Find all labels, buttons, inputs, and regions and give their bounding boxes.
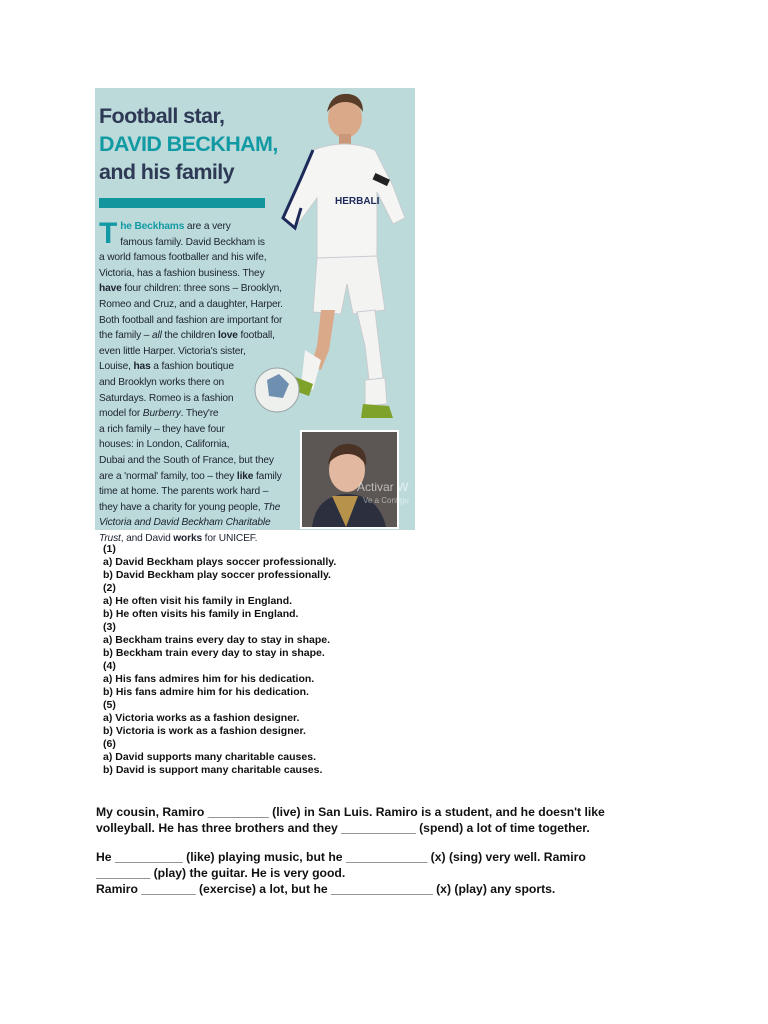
article-text-segment: Both football and fashion are important for (99, 314, 283, 326)
fill-in-sentence: He __________ (like) playing music, but he ____________ (x) (sing) very well. Ramiro (96, 850, 586, 864)
article-text-segment: a rich family – they have four (99, 423, 225, 435)
article-text-segment: four children: three sons – Brooklyn, (121, 283, 282, 295)
article-text-segment: Louise, (99, 361, 134, 373)
exercise-line: (4) (103, 660, 116, 672)
article-line (99, 453, 331, 469)
article-line (187, 221, 231, 232)
article-text-segment: for UNICEF. (201, 532, 258, 544)
fill-in-paragraph-2 (96, 849, 696, 897)
headline-rule (99, 198, 265, 208)
article-text-segment: love (217, 330, 238, 342)
article-line (99, 437, 331, 453)
article-text-segment: Victoria, has a fashion business. They (99, 267, 265, 279)
fill-in-sentence: volleyball. He has three brothers and they ___________ (spend) a lot of time together. (96, 821, 590, 835)
choice-exercise (103, 543, 503, 777)
article-text-segment: The (263, 501, 281, 513)
article-text-segment: and Brooklyn works there on (99, 376, 225, 388)
headline-line-1: Football star, (99, 104, 225, 128)
article-line (99, 500, 331, 516)
exercise-line: a) His fans admires him for his dedication. (103, 673, 315, 685)
fill-in-sentence: ________ (play) the guitar. He is very good. (96, 866, 346, 880)
article-text-segment: Trust (99, 532, 121, 544)
article-text-segment: like (236, 470, 254, 482)
article-text-segment: football, (237, 330, 275, 342)
article-headline (99, 102, 278, 186)
exercise-line: (5) (103, 699, 116, 711)
article-text-segment: are a 'normal' family, too – they (99, 470, 237, 482)
article-text-segment: , and David (120, 532, 174, 544)
article-text-segment: . They're (180, 408, 219, 420)
article-text-segment: family (253, 470, 282, 482)
article-text-segment: all (151, 330, 162, 342)
article-text-segment: houses: in London, California, (99, 439, 230, 451)
fill-in-sentence: Ramiro ________ (exercise) a lot, but he _______________ (x) (play) any sports. (96, 882, 556, 896)
article-text-segment: have (99, 283, 122, 295)
fill-in-sentence: My cousin, Ramiro _________ (live) in San Luis. Ramiro is a student, and he doesn't like (96, 805, 605, 819)
article-image (95, 88, 415, 544)
exercise-line: a) He often visit his family in England. (103, 595, 293, 607)
exercise-line: b) Beckham train every day to stay in shape. (103, 647, 325, 659)
article-lead: he Beckhams (120, 221, 185, 232)
article-text-segment: has (133, 361, 151, 373)
article-text-segment: are a very (186, 221, 231, 232)
article-text-segment: Romeo and Cruz, and a daughter, Harper. (99, 298, 283, 310)
article-text-segment: Saturdays. Romeo is a fashion (99, 392, 234, 404)
article-text-segment: Dubai and the South of France, but they (99, 454, 274, 466)
exercise-line: b) David is support many charitable causes. (103, 764, 323, 776)
article-text-segment: the family – (99, 330, 152, 342)
exercise-line: (1) (103, 543, 116, 555)
article-text-segment: famous family. David Beckham is (120, 236, 265, 248)
watermark-subtext: Ve a Configu (363, 496, 409, 505)
article-line (99, 515, 331, 531)
article-line (99, 484, 331, 500)
exercise-line: (6) (103, 738, 116, 750)
article-text-segment: they have a charity for young people, (99, 501, 264, 513)
exercise-line: (2) (103, 582, 116, 594)
article-text-segment: a world famous footballer and his wife, (99, 252, 267, 264)
article-text-segment: a fashion boutique (150, 361, 234, 373)
exercise-line: b) His fans admire him for his dedication. (103, 686, 309, 698)
article-text-segment: time at home. The parents work hard – (99, 486, 269, 498)
article-text-segment: even little Harper. Victoria's sister, (99, 345, 246, 357)
drop-cap: T (99, 217, 118, 250)
exercise-line: a) David supports many charitable causes. (103, 751, 316, 763)
article-text-segment: the children (161, 330, 218, 342)
exercise-line: b) David Beckham play soccer professionally. (103, 569, 331, 581)
exercise-line: a) David Beckham plays soccer professionally. (103, 556, 337, 568)
article-text-segment: Victoria and David Beckham Charitable (99, 517, 271, 529)
article-text-segment: model for (99, 408, 143, 420)
watermark-text: Activar W (357, 480, 409, 494)
exercise-line: a) Victoria works as a fashion designer. (103, 712, 300, 724)
headline-line-2: DAVID BECKHAM, (99, 132, 278, 156)
article-text-segment: works (173, 532, 202, 544)
exercise-line: b) Victoria is work as a fashion designer. (103, 725, 306, 737)
exercise-line: a) Beckham trains every day to stay in shape. (103, 634, 331, 646)
exercise-line: (3) (103, 621, 116, 633)
headline-line-3: and his family (99, 160, 234, 184)
exercise-line: b) He often visits his family in England. (103, 608, 299, 620)
article-text-segment: Burberry (142, 408, 181, 420)
jersey-text: HERBALI (335, 196, 380, 207)
fill-in-paragraph-1 (96, 804, 696, 836)
football-player-illustration (265, 88, 415, 428)
article-line (99, 469, 331, 485)
